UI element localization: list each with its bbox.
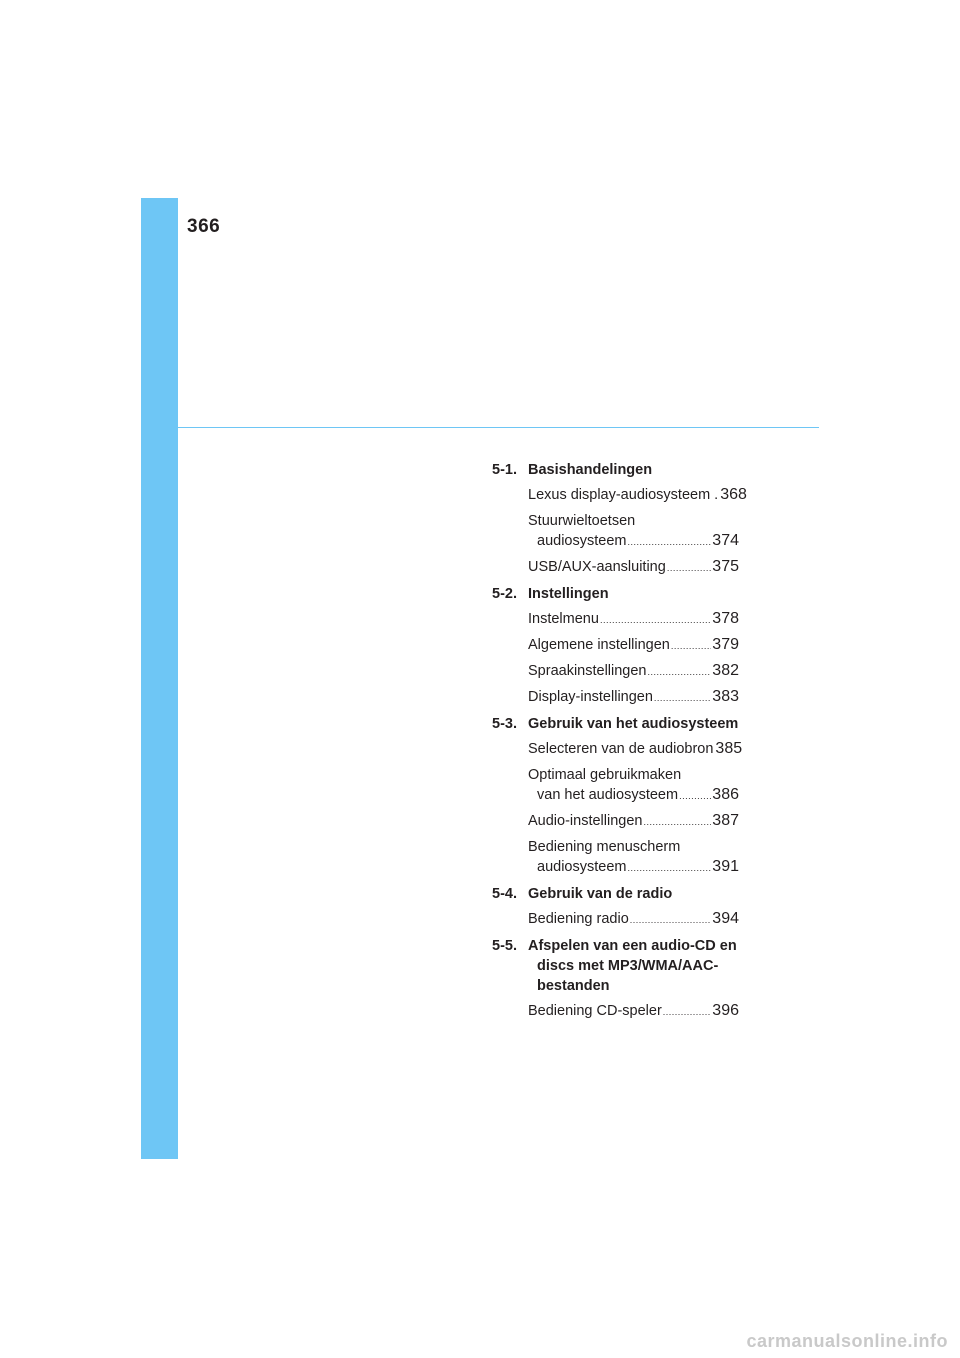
toc-entry[interactable] (528, 635, 739, 656)
dot-leader (667, 558, 711, 578)
toc-entry[interactable] (528, 765, 739, 806)
section-heading[interactable] (492, 714, 739, 734)
toc-entry[interactable] (528, 837, 739, 878)
page-reference: 386 (712, 786, 739, 803)
entry-text: Lexus display-audiosysteem . (528, 487, 719, 503)
dot-leader (679, 786, 711, 806)
dot-leader (643, 812, 711, 832)
toc-section (492, 584, 739, 708)
page-reference: 368 (720, 486, 747, 503)
entry-text: Optimaal gebruikmaken (528, 767, 682, 783)
section-number: 5-1. (492, 462, 517, 478)
section-number: 5-3. (492, 716, 517, 732)
page-reference: 379 (712, 636, 739, 653)
toc-entry[interactable] (528, 609, 739, 630)
section-title-line: Afspelen van een audio-CD en (528, 938, 737, 954)
toc-entry[interactable] (528, 909, 739, 930)
entry-text: Bediening radio (528, 911, 629, 927)
entry-text: USB/AUX-aansluiting (528, 559, 666, 575)
toc-entry[interactable] (528, 739, 743, 760)
entry-text: Audio-instellingen (528, 813, 643, 829)
page-reference: 383 (712, 688, 739, 705)
page-reference: 385 (715, 740, 743, 757)
section-title-line: discs met MP3/WMA/AAC- (537, 958, 719, 974)
section-number: 5-5. (492, 938, 517, 954)
toc-entry[interactable] (528, 687, 739, 708)
section-number: 5-2. (492, 586, 517, 602)
dot-leader (663, 1002, 712, 1022)
section-heading[interactable] (492, 460, 739, 480)
dot-leader (648, 662, 712, 682)
entry-text: Bediening menuscherm (528, 839, 681, 855)
section-heading[interactable] (492, 584, 739, 604)
dot-leader (627, 532, 711, 552)
page-reference: 391 (712, 858, 739, 875)
page-reference: 396 (712, 1002, 739, 1019)
dot-leader (600, 610, 711, 630)
page-number: 366 (187, 216, 221, 237)
entry-text: audiosysteem (537, 533, 627, 549)
entry-text: van het audiosysteem (537, 787, 679, 803)
entry-text: Instelmenu (528, 611, 599, 627)
toc-entry[interactable] (528, 811, 739, 832)
chapter-side-bar (141, 198, 178, 1159)
toc-entry[interactable] (528, 511, 739, 552)
toc-entry[interactable] (528, 661, 739, 682)
section-title-line: Gebruik van het audiosysteem (528, 716, 739, 732)
page-reference: 394 (712, 910, 739, 927)
table-of-contents (492, 460, 747, 1028)
entry-text: Algemene instellingen (528, 637, 670, 653)
page-reference: 374 (712, 532, 739, 549)
section-title-line: Basishandelingen (528, 462, 653, 478)
section-title (528, 936, 739, 996)
section-number: 5-4. (492, 886, 517, 902)
section-title (528, 884, 739, 904)
dot-leader (654, 688, 711, 708)
entry-text: Display-instellingen (528, 689, 653, 705)
section-title (528, 460, 739, 480)
toc-section (492, 936, 739, 1022)
toc-entry[interactable] (528, 485, 747, 506)
section-title-line: Gebruik van de radio (528, 886, 673, 902)
dot-leader (627, 858, 711, 878)
toc-section (492, 460, 747, 578)
section-title (528, 584, 739, 604)
page-reference: 387 (712, 812, 739, 829)
section-title (528, 714, 739, 734)
section-title-line: bestanden (537, 978, 610, 994)
toc-section (492, 884, 739, 930)
entry-text: audiosysteem (537, 859, 627, 875)
header-rule (178, 427, 819, 428)
toc-entry[interactable] (528, 1001, 739, 1022)
dot-leader (630, 910, 712, 930)
dot-leader (671, 636, 711, 656)
page-reference: 382 (712, 662, 739, 679)
entry-text: Spraakinstellingen (528, 663, 647, 679)
entry-text: Selecteren van de audiobron (528, 741, 714, 757)
toc-entry[interactable] (528, 557, 739, 578)
entry-text: Bediening CD-speler (528, 1003, 662, 1019)
section-heading[interactable] (492, 884, 739, 904)
section-heading[interactable] (492, 936, 739, 996)
section-title-line: Instellingen (528, 586, 609, 602)
page-reference: 375 (712, 558, 739, 575)
toc-section (492, 714, 743, 878)
entry-text: Stuurwieltoetsen (528, 513, 636, 529)
page-reference: 378 (712, 610, 739, 627)
watermark: carmanualsonline.info (746, 1331, 948, 1351)
